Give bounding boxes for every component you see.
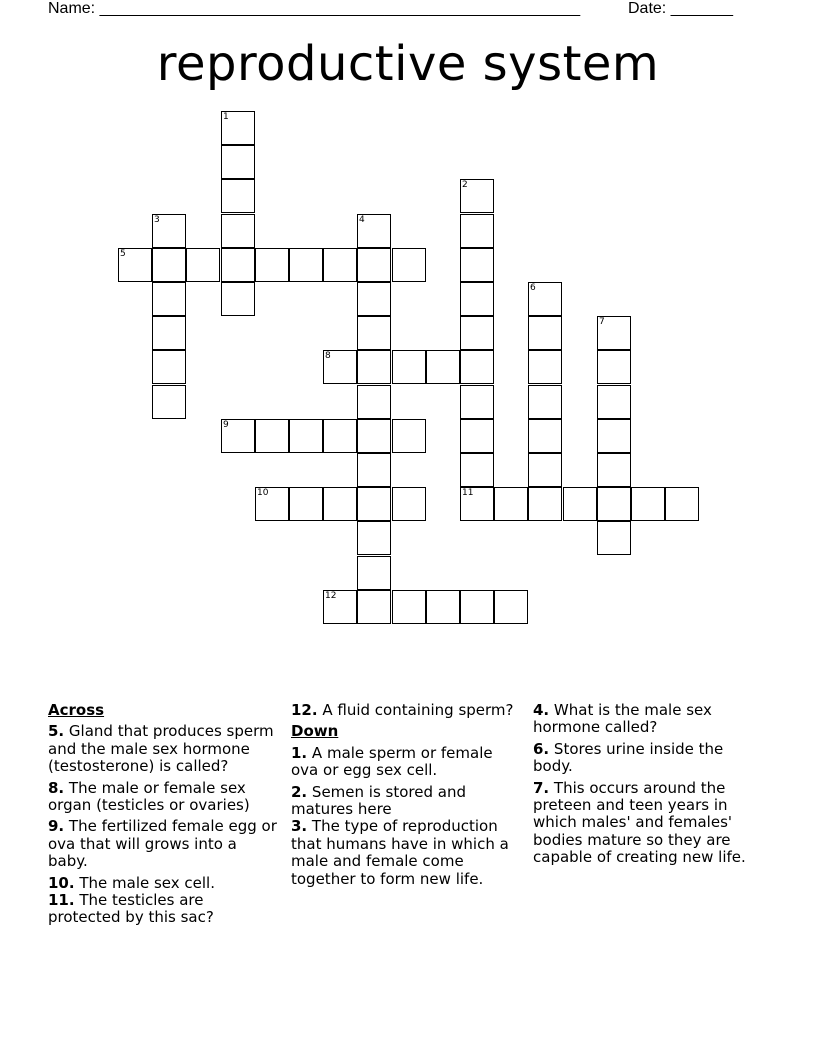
- cell-number: 8: [325, 351, 331, 361]
- grid-cell[interactable]: [255, 487, 289, 521]
- grid-cell[interactable]: [597, 487, 631, 521]
- grid-cell[interactable]: [460, 487, 494, 521]
- cell-number: 11: [462, 488, 474, 498]
- grid-cell[interactable]: [255, 419, 289, 453]
- clue-number: 9.: [48, 817, 65, 836]
- grid-cell[interactable]: [528, 350, 562, 384]
- clue-text: A male sperm or female ova or egg sex cell.: [291, 743, 493, 780]
- grid-cell[interactable]: [289, 487, 323, 521]
- grid-cell[interactable]: [357, 316, 391, 350]
- grid-cell[interactable]: [597, 419, 631, 453]
- grid-cell[interactable]: [323, 487, 357, 521]
- down-clue-7: [533, 780, 765, 867]
- grid-cell[interactable]: [357, 282, 391, 316]
- across-clue-12: [291, 702, 523, 719]
- cell-number: 1: [223, 112, 229, 122]
- clue-text: The fertilized female egg or ova that will grows into a baby.: [48, 817, 277, 871]
- grid-cell[interactable]: [460, 282, 494, 316]
- puzzle-title: reproductive system: [156, 36, 660, 92]
- down-clue-3: [291, 818, 523, 888]
- clue-column-3: [533, 702, 765, 871]
- grid-cell[interactable]: [221, 248, 255, 282]
- across-heading: Across: [48, 701, 105, 719]
- grid-cell[interactable]: [528, 487, 562, 521]
- grid-cell[interactable]: [528, 282, 562, 316]
- grid-cell[interactable]: [323, 419, 357, 453]
- grid-cell[interactable]: [597, 453, 631, 487]
- clue-text: The male sex cell.: [79, 873, 215, 892]
- grid-cell[interactable]: [665, 487, 699, 521]
- clue-text: The male or female sex organ (testicles or ovaries): [48, 778, 250, 815]
- clue-text: Semen is stored and matures here: [291, 782, 466, 819]
- down-clue-6: [533, 741, 765, 776]
- grid-cell[interactable]: [597, 385, 631, 419]
- grid-cell[interactable]: [221, 145, 255, 179]
- grid-cell[interactable]: [460, 453, 494, 487]
- grid-cell[interactable]: [357, 350, 391, 384]
- grid-cell[interactable]: [357, 590, 391, 624]
- across-clue-11: [48, 892, 280, 927]
- clue-number: 11.: [48, 891, 75, 910]
- cell-number: 5: [120, 249, 126, 259]
- grid-cell[interactable]: [152, 282, 186, 316]
- grid-cell[interactable]: [597, 350, 631, 384]
- clue-text: Gland that produces sperm and the male sex hormone (testosterone) is called?: [48, 722, 274, 776]
- grid-cell[interactable]: [118, 248, 152, 282]
- grid-cell[interactable]: [357, 385, 391, 419]
- clue-number: 4.: [533, 701, 550, 719]
- grid-cell[interactable]: [392, 350, 426, 384]
- clue-text: The type of reproduction that humans have in which a male and female come together to form new life.: [291, 817, 509, 888]
- cell-number: 10: [257, 488, 269, 498]
- clue-number: 5.: [48, 722, 65, 741]
- date-field-label[interactable]: Date: _______: [628, 0, 733, 17]
- grid-cell[interactable]: [221, 214, 255, 248]
- grid-cell[interactable]: [221, 179, 255, 213]
- grid-cell[interactable]: [460, 419, 494, 453]
- grid-cell[interactable]: [221, 111, 255, 145]
- clue-number: 12.: [291, 701, 318, 719]
- clue-number: 3.: [291, 817, 308, 836]
- clue-number: 10.: [48, 873, 75, 892]
- grid-cell[interactable]: [323, 248, 357, 282]
- grid-cell[interactable]: [460, 179, 494, 213]
- grid-cell[interactable]: [392, 487, 426, 521]
- clue-number: 1.: [291, 743, 308, 762]
- grid-cell[interactable]: [221, 282, 255, 316]
- grid-cell[interactable]: [357, 248, 391, 282]
- grid-cell[interactable]: [152, 350, 186, 384]
- grid-cell[interactable]: [255, 248, 289, 282]
- clue-number: 6.: [533, 739, 550, 758]
- grid-cell[interactable]: [426, 350, 460, 384]
- clue-column-1: [48, 702, 280, 931]
- grid-cell[interactable]: [528, 385, 562, 419]
- grid-cell[interactable]: [460, 350, 494, 384]
- clue-text: A fluid containing sperm?: [322, 701, 514, 719]
- grid-cell[interactable]: [357, 453, 391, 487]
- grid-cell[interactable]: [597, 521, 631, 555]
- grid-cell[interactable]: [357, 521, 391, 555]
- clue-number: 7.: [533, 778, 550, 797]
- grid-cell[interactable]: [392, 248, 426, 282]
- grid-cell[interactable]: [563, 487, 597, 521]
- grid-cell[interactable]: [528, 419, 562, 453]
- down-clue-4: [533, 702, 765, 737]
- grid-cell[interactable]: [494, 487, 528, 521]
- down-clue-2: [291, 784, 523, 819]
- name-field-label[interactable]: Name: ______________________________________________________: [48, 0, 581, 17]
- grid-cell[interactable]: [631, 487, 665, 521]
- grid-cell[interactable]: [426, 590, 460, 624]
- grid-cell[interactable]: [357, 419, 391, 453]
- clue-text: Stores urine inside the body.: [533, 739, 724, 776]
- grid-cell[interactable]: [323, 350, 357, 384]
- clue-text: What is the male sex hormone called?: [533, 701, 712, 737]
- grid-cell[interactable]: [528, 453, 562, 487]
- down-clue-1: [291, 745, 523, 780]
- grid-cell[interactable]: [357, 556, 391, 590]
- down-heading: Down: [291, 722, 339, 741]
- cell-number: 3: [154, 215, 160, 225]
- grid-cell[interactable]: [323, 590, 357, 624]
- grid-cell[interactable]: [289, 248, 323, 282]
- across-clue-10: [48, 875, 280, 892]
- across-clue-5: [48, 723, 280, 775]
- cell-number: 6: [530, 283, 536, 293]
- grid-cell[interactable]: [152, 248, 186, 282]
- clue-number: 2.: [291, 782, 308, 801]
- cell-number: 12: [325, 591, 337, 601]
- across-clue-9: [48, 818, 280, 870]
- clue-column-2: [291, 702, 523, 892]
- grid-cell[interactable]: [460, 316, 494, 350]
- grid-cell[interactable]: [152, 214, 186, 248]
- grid-cell[interactable]: [289, 419, 323, 453]
- grid-cell[interactable]: [597, 316, 631, 350]
- across-clue-8: [48, 780, 280, 815]
- cell-number: 7: [599, 317, 605, 327]
- cell-number: 2: [462, 180, 468, 190]
- grid-cell[interactable]: [460, 590, 494, 624]
- grid-cell[interactable]: [494, 590, 528, 624]
- cell-number: 4: [359, 215, 365, 225]
- cell-number: 9: [223, 420, 229, 430]
- grid-cell[interactable]: [186, 248, 220, 282]
- grid-cell[interactable]: [460, 248, 494, 282]
- clue-number: 8.: [48, 778, 65, 797]
- grid-cell[interactable]: [221, 419, 255, 453]
- grid-cell[interactable]: [392, 419, 426, 453]
- grid-cell[interactable]: [528, 316, 562, 350]
- grid-cell[interactable]: [357, 487, 391, 521]
- grid-cell[interactable]: [460, 214, 494, 248]
- grid-cell[interactable]: [357, 214, 391, 248]
- grid-cell[interactable]: [152, 385, 186, 419]
- clue-text: This occurs around the preteen and teen years in which males' and females' bodies mature so they are capable of creating new life.: [533, 778, 746, 867]
- clue-text: The testicles are protected by this sac?: [48, 891, 214, 927]
- grid-cell[interactable]: [152, 316, 186, 350]
- grid-cell[interactable]: [460, 385, 494, 419]
- grid-cell[interactable]: [392, 590, 426, 624]
